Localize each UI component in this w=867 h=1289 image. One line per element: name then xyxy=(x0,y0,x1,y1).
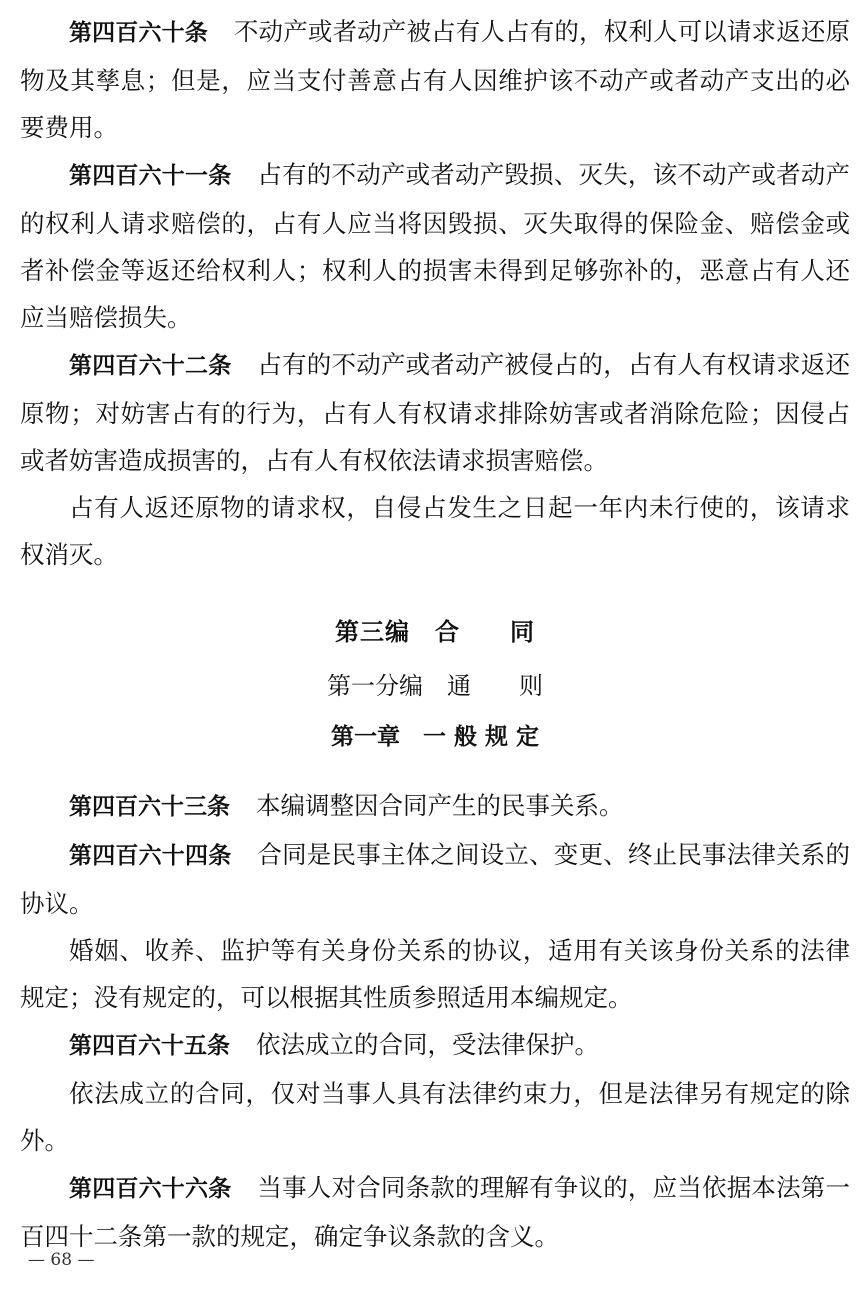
article-number: 第四百六十一条 xyxy=(69,163,232,189)
article-text: 合同是民事主体之间设立、变更、终止民事法律关系的协议。 xyxy=(20,840,851,918)
article-463 xyxy=(20,782,850,831)
article-461 xyxy=(20,151,850,341)
article-number: 第四百六十三条 xyxy=(69,794,230,820)
article-text: 占有的不动产或者动产毁损、灭失，该不动产或者动产的权利人请求赔偿的，占有人应当将因毁损、灭失取得的保险金、赔偿金或者补偿金等返还给权利人；权利人的损害未得到足够弥补的，恶意占有人还应当赔偿损失。 xyxy=(20,160,851,332)
article-465-paragraph-2: 依法成立的合同，仅对当事人具有法律约束力，但是法律另有规定的除外。 xyxy=(20,1079,850,1155)
article-460 xyxy=(20,8,850,151)
book-heading: 第三编 合 同 xyxy=(335,618,535,646)
article-number: 第四百六十四条 xyxy=(69,843,232,869)
article-462 xyxy=(20,341,850,484)
article-number: 第四百六十条 xyxy=(69,20,208,46)
article-466 xyxy=(20,1164,850,1260)
chapter-heading: 第一章 一 般 规 定 xyxy=(330,724,540,750)
article-text: 本编调整因合同产生的民事关系。 xyxy=(256,791,624,820)
document-page xyxy=(20,8,850,1260)
article-464-paragraph-2: 婚姻、收养、监护等有关身份关系的协议，适用有关该身份关系的法律规定；没有规定的，可以根据其性质参照适用本编规定。 xyxy=(20,936,850,1012)
article-number: 第四百六十二条 xyxy=(69,353,232,379)
article-462-paragraph-2: 占有人返还原物的请求权，自侵占发生之日起一年内未行使的，该请求权消灭。 xyxy=(20,493,850,569)
article-number: 第四百六十五条 xyxy=(69,1033,230,1059)
article-text: 依法成立的合同，受法律保护。 xyxy=(256,1030,599,1059)
page-number: — 68 — xyxy=(28,1250,95,1270)
article-text: 当事人对合同条款的理解有争议的，应当依据本法第一百四十二条第一款的规定，确定争议条款的含义。 xyxy=(20,1173,851,1251)
sub-book-heading: 第一分编 通 则 xyxy=(327,672,543,700)
article-text: 占有的不动产或者动产被侵占的，占有人有权请求返还原物；对妨害占有的行为，占有人有权请求排除妨害或者消除危险；因侵占或者妨害造成损害的，占有人有权依法请求损害赔偿。 xyxy=(20,350,851,475)
article-number: 第四百六十六条 xyxy=(69,1176,232,1202)
article-464 xyxy=(20,831,850,927)
article-465 xyxy=(20,1021,850,1070)
article-text: 不动产或者动产被占有人占有的，权利人可以请求返还原物及其孳息；但是，应当支付善意占有人因维护该不动产或者动产支出的必要费用。 xyxy=(20,17,851,142)
